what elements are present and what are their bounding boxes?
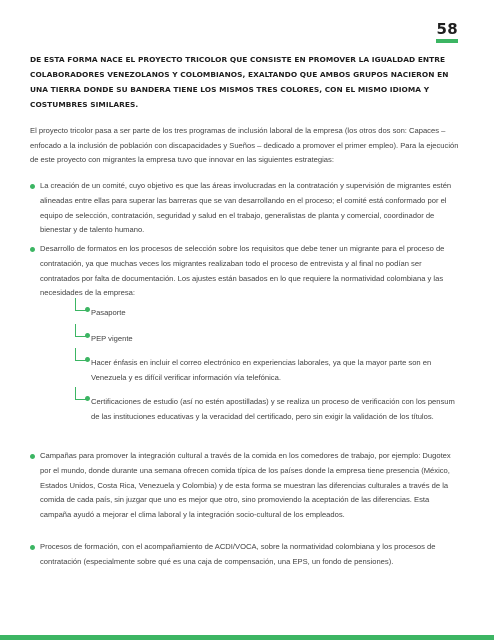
sub-item-dot-icon (85, 307, 90, 312)
intro-paragraph: El proyecto tricolor pasa a ser parte de los tres programas de inclusión laboral de la empresa (los otros dos son: Capaces – enfocado a la inclusión de población con discapacidades y Sueños – dedicado a promover el primer empleo). Para la ejecución de este proyecto con migrantes la empresa tuvo que innovar en las siguientes estrategias: (30, 126, 459, 164)
bullet-dot-icon (30, 247, 35, 252)
sub-item-text: Certificaciones de estudio (así no estén apostilladas) y se realiza un proceso de verificación con los pensum de las instituciones educativas y la veracidad del certificado, pero sin exigir la validación de los títulos. (91, 397, 455, 421)
sub-item-text: Pasaporte (91, 308, 126, 317)
sub-item-text: Hacer énfasis en incluir el correo electrónico en experiencias laborales, ya que la mayor parte son en Venezuela y es difícil verificar información vía telefónica. (91, 358, 432, 382)
bullet-text: Campañas para promover la integración cultural a través de la comida en los comedores de trabajo, por ejemplo: Dugotex por el mundo, donde durante una semana ofrecen comida típica de los países donde la empresa tiene presencia (México, Estados Unidos, Costa Rica, Venezuela y Colombia) y de esta forma se muestran las diferencias culturales a través de la comida de cada país, sin juzgar que uno es mejor que otro, sino promoviendo la aceptación de las diferencias. Esta campaña ayudó a mejorar el clima laboral y la integración socio-cultural de los empleados. (40, 451, 451, 520)
bullet-item-committee (30, 179, 462, 238)
sub-item-email (75, 356, 463, 386)
bullet-text: Procesos de formación, con el acompañamiento de ACDI/VOCA, sobre la normatividad colombiana y los procesos de contratación (especialmente sobre qué es una caja de compensación, una EPS, un fondo de pensiones). (40, 542, 436, 566)
footer-accent-bar (0, 635, 494, 640)
bullet-dot-icon (30, 184, 35, 189)
sub-item-passport (75, 306, 463, 321)
bullet-dot-icon (30, 454, 35, 459)
bullet-text: Desarrollo de formatos en los procesos de selección sobre los requisitos que debe tener un migrante para el proceso de contratación, ya que muchas veces los migrantes realizaban todo el proceso de entrevista y al final no podían ser contratados por falta de documentación. Los ajustes están basados en lo que requiere la normatividad colombiana y las necesidades de la empresa: (40, 244, 445, 298)
sub-item-text: PEP vigente (91, 334, 133, 343)
bullet-item-campaigns (30, 449, 462, 523)
page-number: 58 (436, 20, 458, 38)
sub-item-dot-icon (85, 333, 90, 338)
bullet-item-training (30, 540, 462, 570)
sub-item-dot-icon (85, 396, 90, 401)
bullet-item-formats (30, 242, 462, 301)
sub-item-pep (75, 332, 463, 347)
sub-item-dot-icon (85, 357, 90, 362)
page-number-underline (436, 39, 458, 43)
bullet-dot-icon (30, 545, 35, 550)
section-heading: DE ESTA FORMA NACE EL PROYECTO TRICOLOR QUE CONSISTE EN PROMOVER LA IGUALDAD ENTRE COLABORADORES VENEZOLANOS Y COLOMBIANOS, EXALTANDO QUE AMBOS GRUPOS NACIERON EN UNA TIERRA DONDE SU BANDERA TIENE LOS MISMOS TRES COLORES, CON EL MISMO IDIOMA Y COSTUMBRES SIMILARES. (30, 55, 449, 109)
bullet-text: La creación de un comité, cuyo objetivo es que las áreas involucradas en la contratación y supervisión de migrantes estén alineadas entre ellas para superar las barreras que se van desarrollando en el proceso; el comité está conformado por el equipo de selección, contratación, seguridad y salud en el trabajo, generalistas de planta y comercial, coordinador de bienestar y de talento humano. (40, 181, 452, 235)
sub-item-certifications (75, 395, 463, 425)
